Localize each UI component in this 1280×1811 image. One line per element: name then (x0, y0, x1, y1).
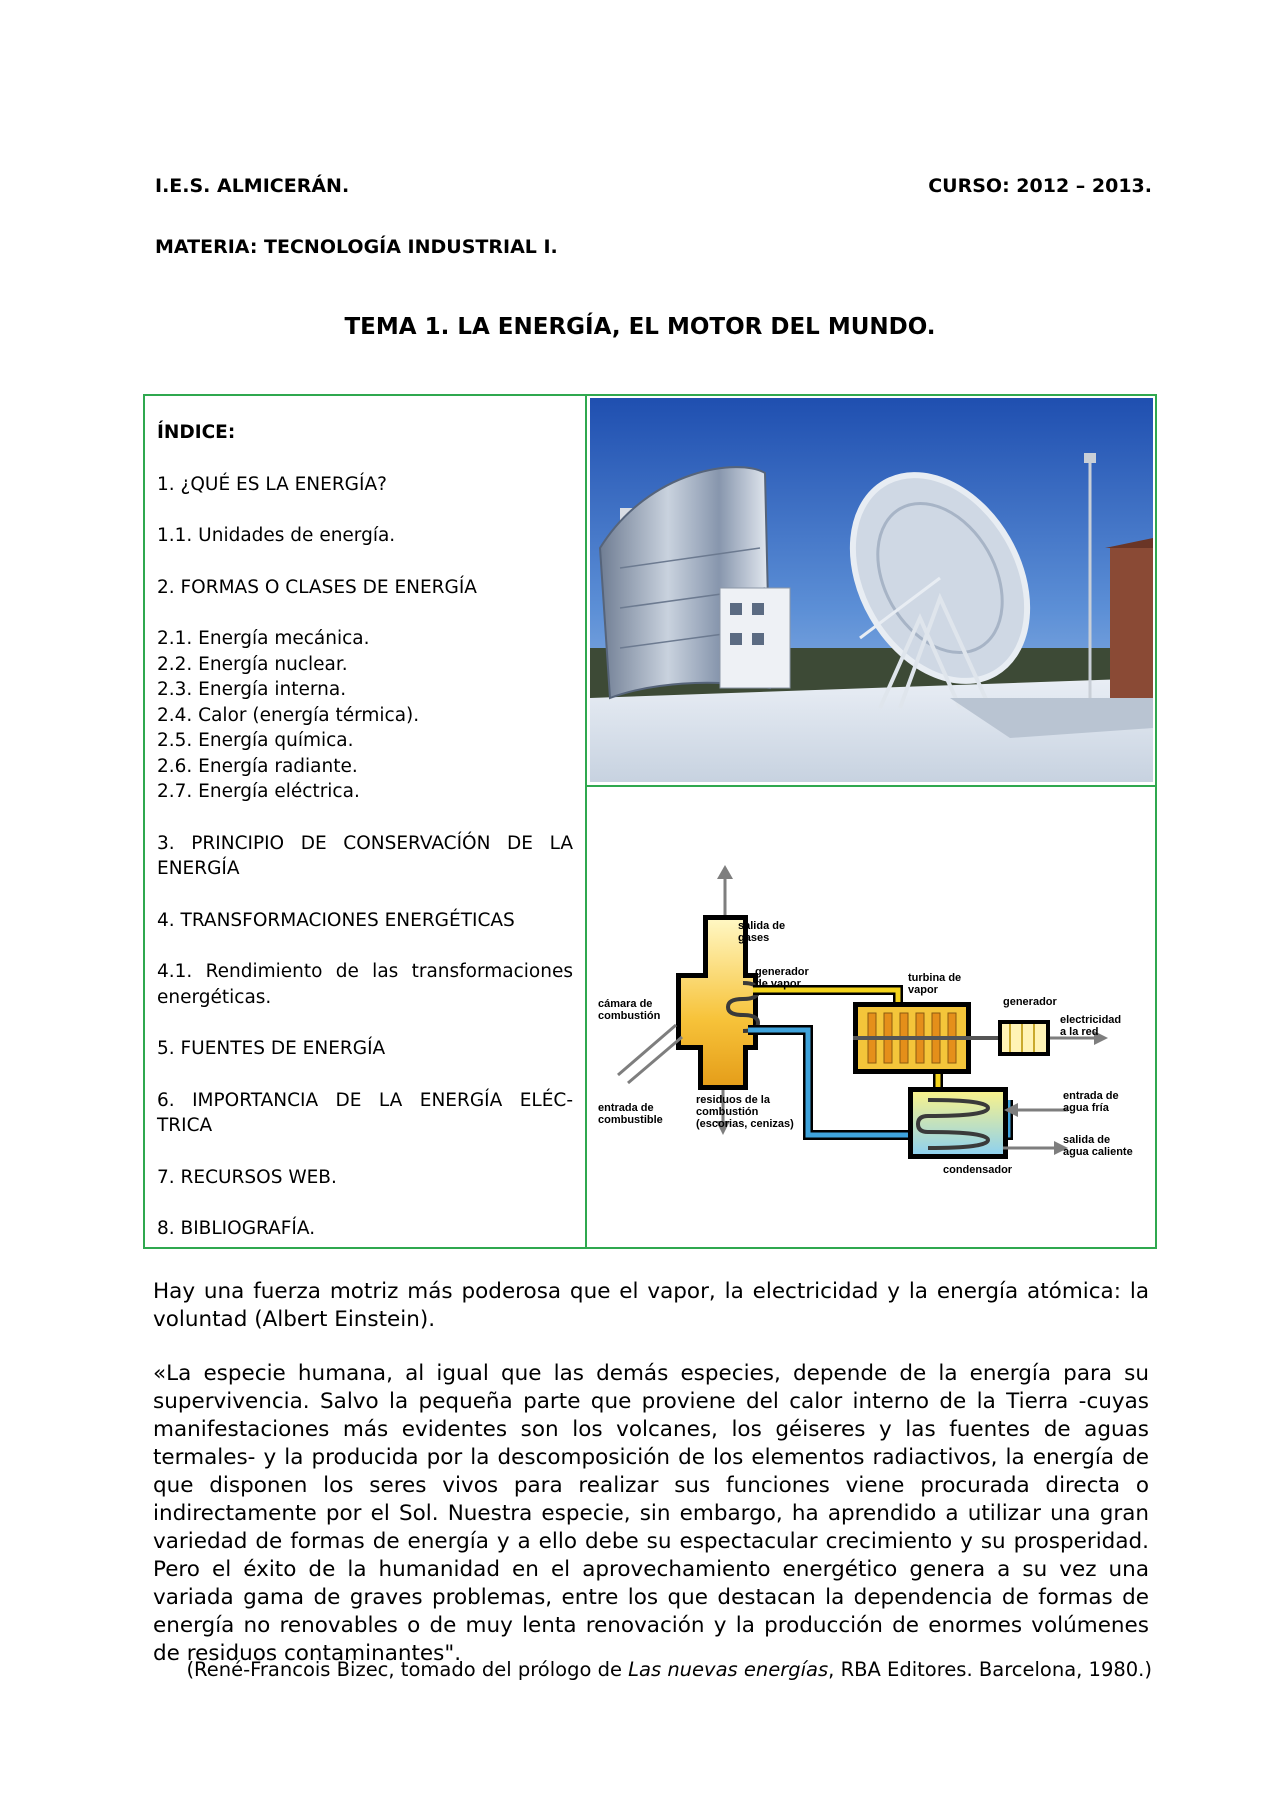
index-item-3-line1: 3. PRINCIPIO DE CONSERVACÍÓN DE LA (157, 832, 573, 854)
index-item-6 (157, 1088, 573, 1139)
label-residues-1: residuos de la (696, 1094, 770, 1106)
index-item-7: 7. RECURSOS WEB. (157, 1166, 337, 1188)
label-exhaust-2: gases (738, 932, 770, 944)
label-fuel-inlet-1: entrada de (598, 1102, 654, 1114)
frame-vertical-divider (585, 394, 587, 1249)
label-residues-3: (escorias, cenizas) (696, 1118, 794, 1130)
index-item-2-4: 2.4. Calor (energía térmica). (157, 704, 420, 726)
frame-horizontal-divider (585, 785, 1157, 787)
label-cold-water-2: agua fría (1063, 1102, 1109, 1114)
einstein-quote: Hay una fuerza motriz más poderosa que el vapor, la electricidad y la energía atómica: la voluntad (Albert Einstein). (153, 1279, 1149, 1332)
thermal-power-plant-diagram (598, 865, 1150, 1195)
index-item-2-5: 2.5. Energía química. (157, 730, 354, 751)
label-fuel-inlet-2: combustible (598, 1114, 663, 1126)
index-item-4-1 (157, 959, 573, 1010)
label-combustion-chamber-1: cámara de (598, 998, 653, 1010)
solar-furnace-photo (590, 398, 1153, 782)
source-prefix: (René-Francois Bizec, tomado del prólogo de (186, 1658, 629, 1681)
label-condenser: condensador (943, 1164, 1013, 1176)
index-item-2-1: 2.1. Energía mecánica. (157, 628, 370, 649)
index-item-8: 8. BIBLIOGRAFÍA. (157, 1218, 316, 1239)
source-book-title: Las nuevas energías (628, 1658, 829, 1681)
label-cold-water-1: entrada de (1063, 1090, 1119, 1102)
subject-line: MATERIA: TECNOLOGÍA INDUSTRIAL I. (155, 236, 558, 258)
index-item-2-2: 2.2. Energía nuclear. (157, 653, 348, 675)
index-title: ÍNDICE: (157, 422, 236, 443)
index-item-4-1-line2: energéticas. (157, 986, 272, 1008)
label-turbine-2: vapor (908, 984, 938, 996)
index-item-4-1-line1: 4.1. Rendimiento de las transformaciones (157, 961, 573, 982)
index-item-3 (157, 831, 573, 882)
bizec-quote: «La especie humana, al igual que las demás especies, depende de la energía para su supervivencia. Salvo la pequeña parte que proviene del calor interno de la Tierra -cuyas manifestaciones más evidentes son los volcanes, los géiseres y las fuentes de aguas termales- y la producida por la descomposición de los elementos radiactivos, la energía de que disponen los seres vivos para realizar sus funciones viene procurada directa o indirectamente por el Sol. Nuestra especie, sin embargo, ha aprendido a utilizar una gran variedad de formas de energía y a ello debe su espectacular crecimiento y su prosperidad. Pero el éxito de la humanidad en el aprovechamiento energético genera a su vez una variada gama de graves problemas, entre los que destacan la dependencia de formas de energía no renovables o de muy lenta renovación y la producción de enormes volúmenes de residuos contaminantes". (153, 1361, 1149, 1666)
label-residues-2: combustión (696, 1106, 759, 1118)
index-item-3-line2: ENERGÍA (157, 858, 240, 879)
quote-source (186, 1658, 1152, 1681)
index-item-2-6: 2.6. Energía radiante. (157, 755, 358, 777)
index-item-2-7: 2.7. Energía eléctrica. (157, 781, 360, 802)
label-combustion-chamber-2: combustión (598, 1010, 661, 1022)
index-item-2: 2. FORMAS O CLASES DE ENERGÍA (157, 576, 477, 598)
index-item-4: 4. TRANSFORMACIONES ENERGÉTICAS (157, 909, 515, 931)
label-steam-generator-1: generador (755, 966, 809, 978)
index-item-1: 1. ¿QUÉ ES LA ENERGÍA? (157, 473, 387, 495)
index-item-5: 5. FUENTES DE ENERGÍA (157, 1038, 386, 1059)
label-hot-water-2: agua caliente (1063, 1146, 1133, 1158)
index-item-6-line2: TRICA (157, 1115, 213, 1136)
index-item-1-1: 1.1. Unidades de energía. (157, 525, 396, 546)
label-hot-water-1: salida de (1063, 1134, 1111, 1146)
index-item-2-3: 2.3. Energía interna. (157, 679, 347, 700)
source-suffix: , RBA Editores. Barcelona, 1980.) (828, 1658, 1152, 1681)
school-name: I.E.S. ALMICERÁN. (155, 175, 350, 197)
index-list (157, 420, 573, 1242)
page-title: TEMA 1. LA ENERGÍA, EL MOTOR DEL MUNDO. (344, 314, 936, 340)
label-steam-generator-2: de vapor (755, 978, 801, 990)
label-turbine-1: turbina de (908, 972, 962, 984)
label-electricity-2: a la red (1060, 1026, 1099, 1038)
index-subitems-2 (157, 626, 573, 805)
label-exhaust-1: salida de (738, 920, 786, 932)
course-year: CURSO: 2012 – 2013. (928, 175, 1152, 197)
label-electricity-1: electricidad (1060, 1014, 1122, 1026)
index-item-6-line1: 6. IMPORTANCIA DE LA ENERGÍA ELÉC- (157, 1089, 573, 1111)
label-generator: generador (1003, 996, 1057, 1008)
